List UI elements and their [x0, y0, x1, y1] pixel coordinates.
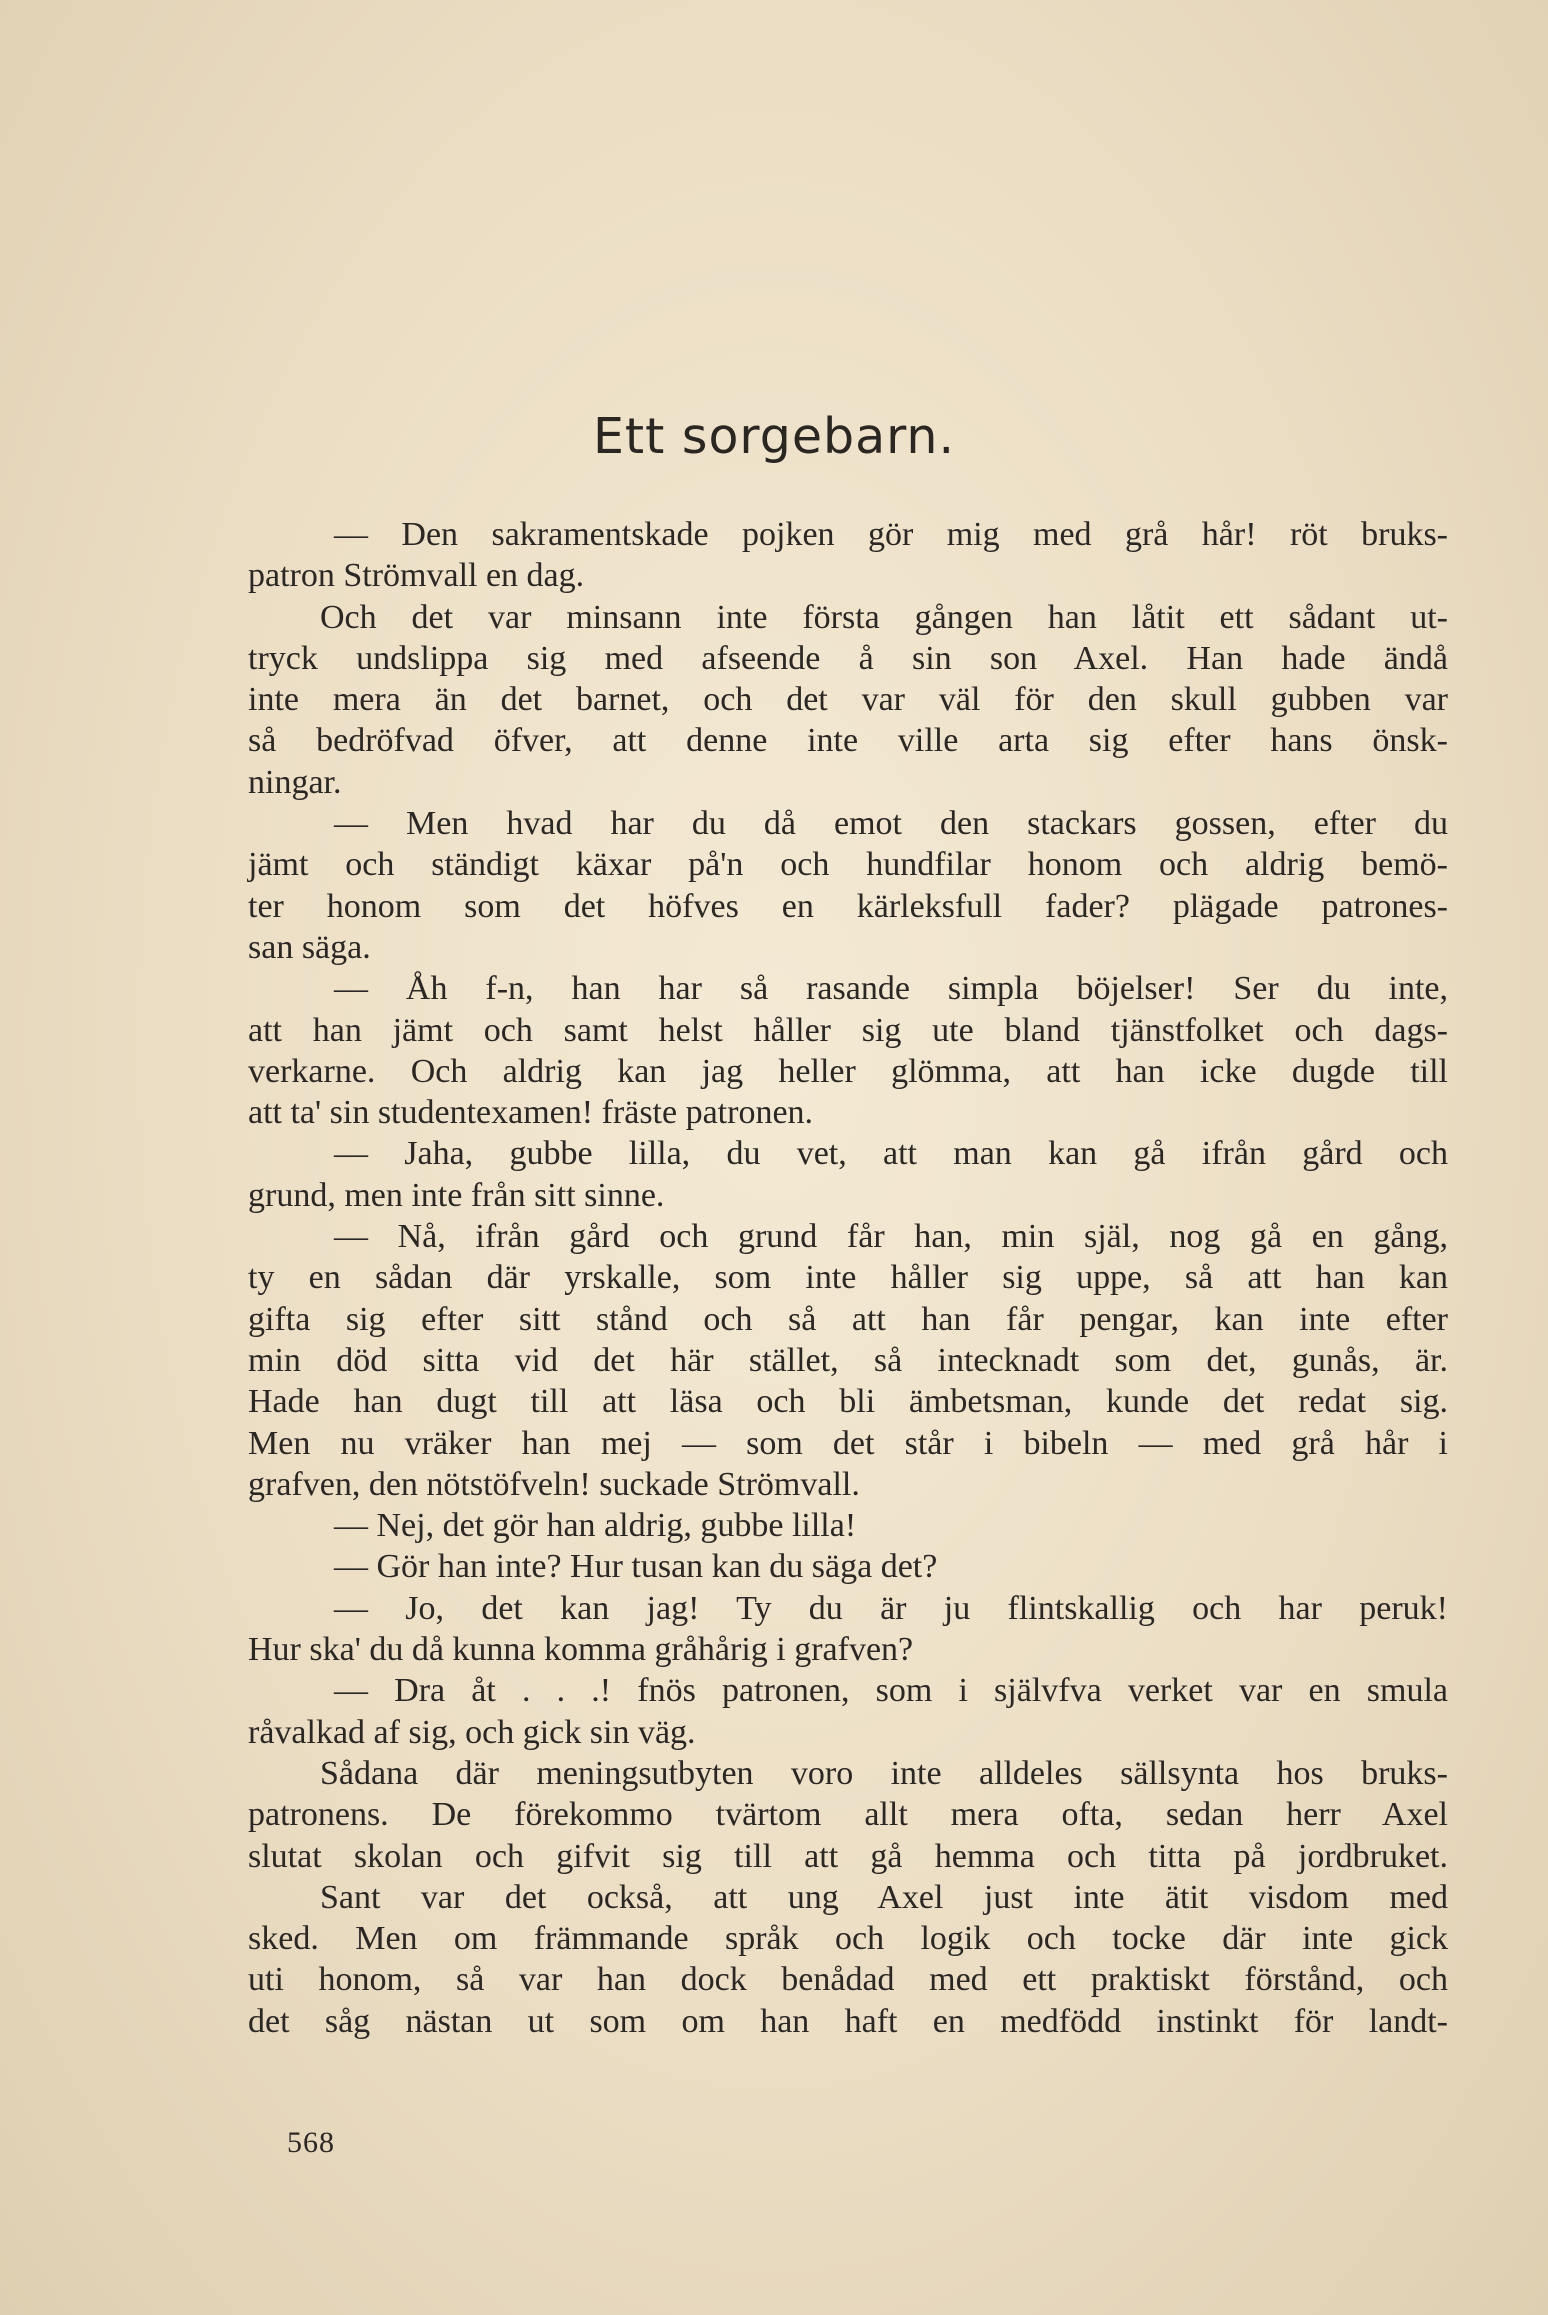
text-line: san säga.	[248, 928, 371, 966]
body-text	[248, 514, 1448, 2042]
text-line: patronens. De förekommo tvärtom allt mera ofta, sedan herr Axel	[248, 1796, 1448, 1834]
text-line: så bedröfvad öfver, att denne inte ville arta sig efter hans önsk-	[248, 722, 1448, 760]
page-number: 568	[287, 2126, 335, 2159]
text-line: grund, men inte från sitt sinne.	[248, 1176, 665, 1214]
text-line: — Nej, det gör han aldrig, gubbe lilla!	[334, 1507, 857, 1545]
text-line: — Gör han inte? Hur tusan kan du säga det?	[334, 1548, 938, 1586]
text-line: att han jämt och samt helst håller sig ute bland tjänstfolket och dags-	[248, 1011, 1448, 1049]
text-line: min död sitta vid det här stället, så intecknadt som det, gunås, är.	[248, 1341, 1448, 1379]
text-line: att ta' sin studentexamen! fräste patronen.	[248, 1094, 814, 1132]
text-line: — Dra åt . . .! fnös patronen, som i självfva verket var en smula	[334, 1672, 1448, 1710]
text-line: det såg nästan ut som om han haft en medfödd instinkt för landt-	[248, 2002, 1448, 2040]
text-line: ty en sådan där yrskalle, som inte håller sig uppe, så att han kan	[248, 1259, 1448, 1297]
text-line: slutat skolan och gifvit sig till att gå hemma och titta på jordbruket.	[248, 1837, 1448, 1875]
text-line: — Jo, det kan jag! Ty du är ju flintskallig och har peruk!	[334, 1589, 1448, 1627]
text-line: patron Strömvall en dag.	[248, 557, 585, 595]
text-line: tryck undslippa sig med afseende å sin son Axel. Han hade ändå	[248, 639, 1448, 677]
text-line: — Jaha, gubbe lilla, du vet, att man kan gå ifrån gård och	[334, 1135, 1448, 1173]
text-line: Men nu vräker han mej — som det står i bibeln — med grå hår i	[248, 1424, 1448, 1462]
text-line: jämt och ständigt käxar på'n och hundfilar honom och aldrig bemö-	[248, 846, 1448, 884]
text-line: Hade han dugt till att läsa och bli ämbetsman, kunde det redat sig.	[248, 1383, 1448, 1421]
text-line: ningar.	[248, 763, 342, 801]
text-line: Sådana där meningsutbyten voro inte alldeles sällsynta hos bruks-	[320, 1754, 1448, 1792]
text-line: råvalkad af sig, och gick sin väg.	[248, 1713, 696, 1751]
text-line: sked. Men om främmande språk och logik och tocke där inte gick	[248, 1920, 1448, 1958]
text-line: uti honom, så var han dock benådad med ett praktiskt förstånd, och	[248, 1961, 1448, 1999]
text-line: ter honom som det höfves en kärleksfull fader? plägade patrones-	[248, 887, 1448, 925]
text-line: — Den sakramentskade pojken gör mig med grå hår! röt bruks-	[334, 516, 1448, 553]
text-line: grafven, den nötstöfveln! suckade Strömvall.	[248, 1465, 860, 1503]
text-line: — Men hvad har du då emot den stackars gossen, efter du	[334, 805, 1448, 843]
text-line: verkarne. Och aldrig kan jag heller glömma, att han icke dugde till	[248, 1052, 1448, 1090]
text-line: Sant var det också, att ung Axel just inte ätit visdom med	[320, 1878, 1448, 1916]
text-line: inte mera än det barnet, och det var väl för den skull gubben var	[248, 681, 1448, 719]
text-line: Hur ska' du då kunna komma gråhårig i grafven?	[248, 1631, 914, 1669]
chapter-title: Ett sorgebarn.	[592, 408, 956, 465]
text-line: — Åh f-n, han har så rasande simpla böjelser! Ser du inte,	[334, 970, 1448, 1008]
text-line: — Nå, ifrån gård och grund får han, min själ, nog gå en gång,	[334, 1218, 1448, 1256]
text-line: gifta sig efter sitt stånd och så att han får pengar, kan inte efter	[248, 1300, 1448, 1338]
text-line: Och det var minsann inte första gången han låtit ett sådant ut-	[320, 598, 1448, 636]
